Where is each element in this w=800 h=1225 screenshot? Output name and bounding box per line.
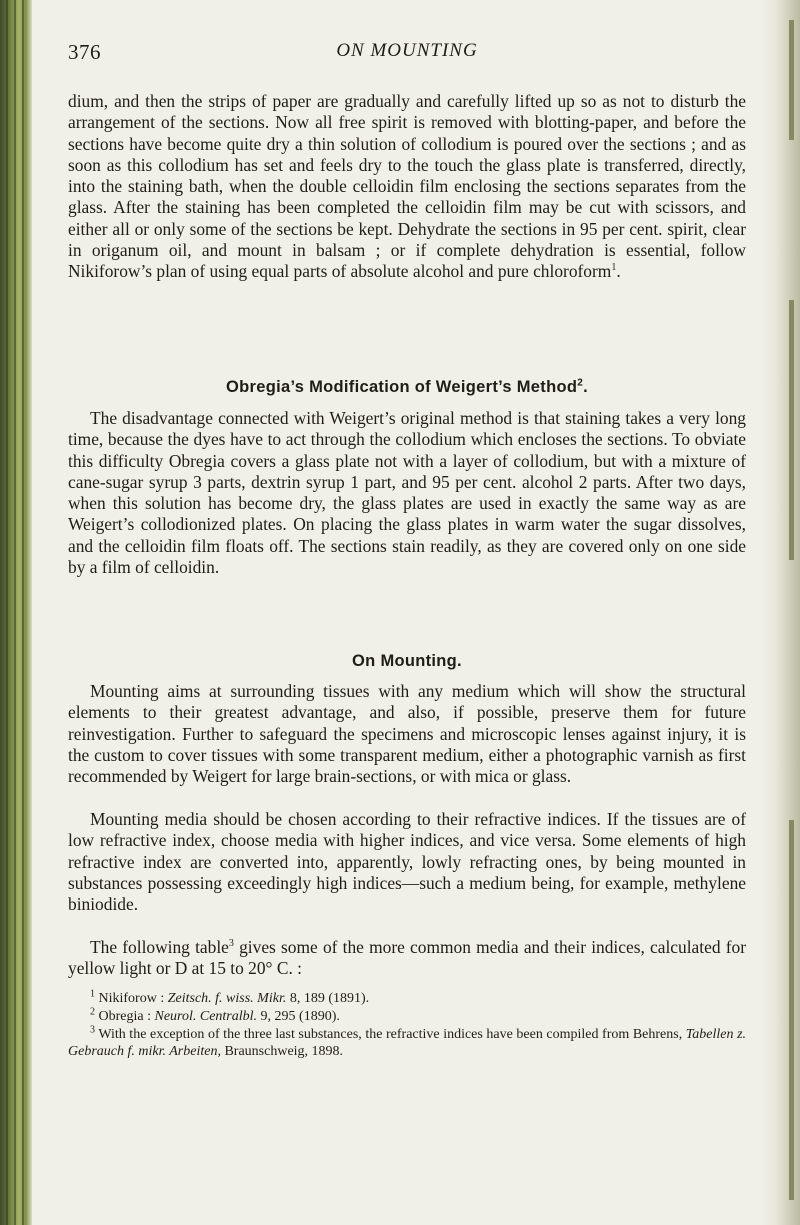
section-heading-obregia: [68, 378, 746, 397]
right-edge-mark: [789, 20, 794, 140]
footnote-ref: 2: [577, 377, 584, 389]
paragraph-obregia: The disadvantage connected with Weigert’s original method is that staining takes a very long time, because the dyes have to act through the collodium which encloses the sections. To obviate this difficulty Obregia covers a glass plate not with a layer of collodium, but with a mixture of cane-sugar syrup 3 parts, dextrin syrup 1 part, and 95 per cent. alcohol 2 parts. After two days, when this solution has become dry, the glass plates are used in exactly the same way as are Weigert’s collodionized plates. On placing the glass plates in warm water the sugar dissolves, and the celloidin film floats off. The sections stain readily, as they are covered only on one side by a film of celloidin.: [68, 408, 746, 578]
heading-text: Obregia’s Modification of Weigert’s Method: [226, 378, 578, 396]
binding-stripe: [6, 0, 8, 1225]
footnote-citation: Braunschweig, 1898.: [224, 1043, 344, 1059]
binding-stripe: [22, 0, 24, 1225]
footnote-2: [68, 1006, 746, 1026]
running-head: ON MOUNTING: [336, 40, 478, 61]
binding-stripe: [14, 0, 16, 1225]
footnote-number: 2: [90, 1006, 95, 1018]
footnote-source: Zeitsch. f. wiss. Mikr.: [167, 991, 287, 1006]
footnote-number: 1: [90, 988, 95, 1000]
page-binding-edge: [0, 0, 32, 1225]
footnote-number: 3: [90, 1024, 95, 1036]
footnote-ref: 3: [228, 938, 234, 950]
footnote-citation: 8, 189 (1891).: [289, 991, 370, 1006]
right-edge-mark: [789, 300, 794, 560]
paragraph-text: gives some of the more common media and their indices, calculated for yellow light or D at 15 to 20° C. :: [68, 937, 746, 979]
paragraph-table-intro: [68, 937, 746, 980]
footnote-author: Obregia :: [98, 1009, 151, 1024]
paragraph-text: dium, and then the strips of paper are gradually and carefully lifted up so as not to disturb the arrangement of the sections. Now all free spirit is removed with blotting-paper, and before the sections have become quite dry a thin solution of collodium is poured over the sections ; and as soon as this collodium has set and feels dry to the touch the glass plate is transferred, directly, into the staining bath, when the double celloidin film enclosing the sections separates from the glass. After the staining has been completed the celloidin film may be cut with scissors, and either all or only some of the sections be kept. Dehydrate the sections in 95 per cent. spirit, clear in origanum oil, and mount in balsam ; or if complete dehydration is essential, follow Nikiforow’s plan of using equal parts of absolute alcohol and pure chloroform: [68, 91, 746, 282]
footnote-text: With the exception of the three last substances, the refractive indices have been compiled from Behrens,: [98, 1027, 683, 1042]
footnote-ref: 1: [611, 262, 617, 274]
page-number: 376: [68, 40, 101, 64]
paragraph-end: .: [616, 261, 621, 282]
paragraph-mounting-media: Mounting media should be chosen according to their refractive indices. If the tissues are of low refractive index, choose media with higher indices, and vice versa. Some elements of high refractive index are converted into, apparently, lowly refracting ones, by being mounted in substances possessing exceedingly high indices—such a medium being, for example, methylene biniodide.: [68, 809, 746, 915]
page-right-edge: [760, 0, 800, 1225]
heading-end: .: [583, 378, 588, 396]
paragraph-text: The following table: [90, 937, 229, 957]
footnote-source: Neurol. Centralbl.: [154, 1009, 258, 1024]
footnote-3: [68, 1024, 747, 1060]
paragraph-mounting-aims: Mounting aims at surrounding tissues with any medium which will show the structural elements to their greatest advantage, and also, if possible, preserve them for future reinvestigation. Further to safeguard the specimens and microscopic lenses against injury, it is the custom to cover tissues with some transparent medium, either a photographic varnish as first recommended by Weigert for large brain-sections, or with mica or glass.: [68, 681, 746, 787]
page-header: [68, 40, 746, 70]
footnote-author: Nikiforow :: [98, 991, 165, 1006]
footnote-citation: 9, 295 (1890).: [260, 1009, 340, 1024]
footnote-source: Tabellen z. Gebrauch f. mikr. Arbeiten,: [68, 1027, 747, 1059]
footnote-1: [68, 988, 746, 1008]
right-edge-mark: [789, 820, 794, 1200]
paragraph-continuation: [68, 91, 746, 283]
section-heading-mounting: On Mounting.: [352, 652, 462, 670]
